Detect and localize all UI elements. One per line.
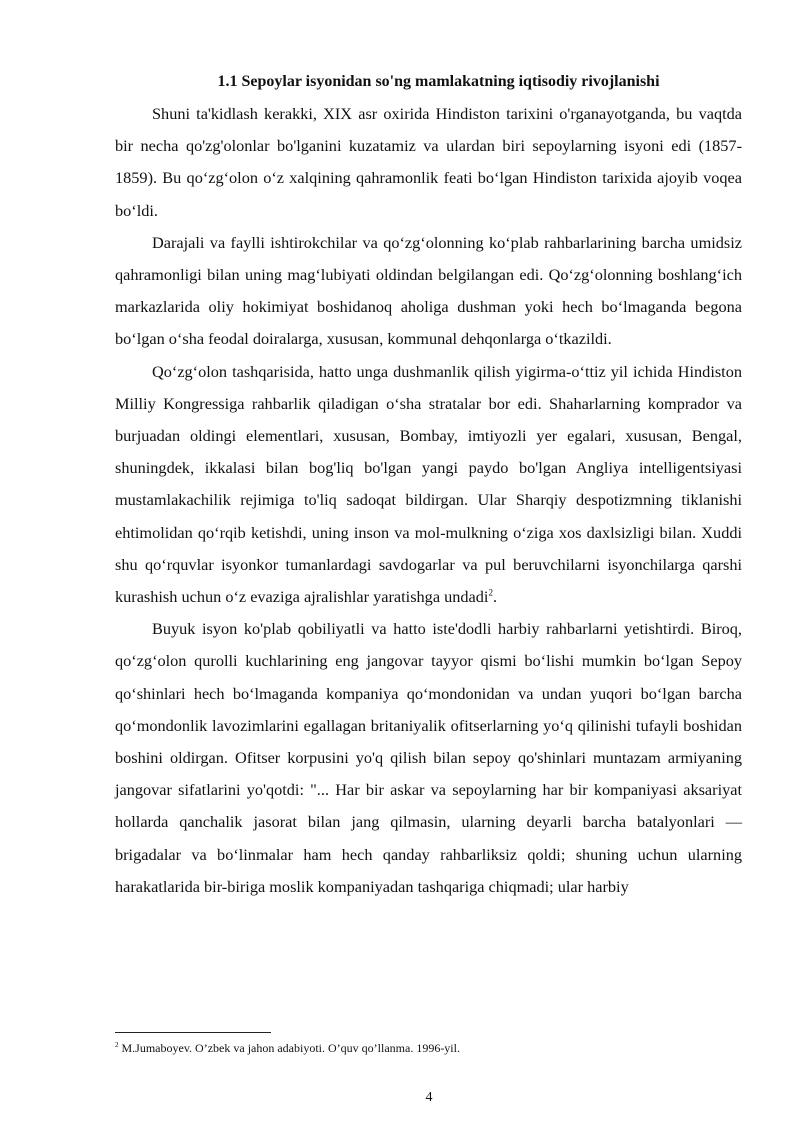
footnote-separator [115, 1032, 271, 1033]
footnote-reference[interactable]: 2 [488, 587, 493, 598]
paragraph-3: Qo‘zg‘olon tashqarisida, hatto unga dushmanlik qilish yigirma-o‘ttiz yil ichida Hindiston Milliy Kongressiga rahbarlik qiladigan o‘sha stratalar bor edi. Shaharlarning komprador va burjuadan oldingi elementlari, xususan, Bombay, imtiyozli yer egalari, xususan, Bengal, shuningdek, ikkalasi bilan bog'liq bo'lgan yangi paydo bo'lgan Angliya intelligentsiyasi mustamlakachilik rejimiga to'liq sadoqat bildirgan. Ular Sharqiy despotizmning tiklanishi ehtimolidan qo‘rqib ketishdi, uning inson va mol-mulkning o‘ziga xos daxlsizligi bilan. Xuddi shu qo‘rquvlar isyonkor tumanlardagi savdogarlar va pul beruvchilarni isyonchilarga qarshi kurashish uchun o‘z evaziga ajralishlar yaratishga undadi$^2$. [115, 361, 742, 607]
page-number: 4 [425, 1090, 433, 1105]
footnote-marker: 2 [115, 1041, 119, 1049]
footnote-text: M.Jumaboyev. O’zbek va jahon adabiyoti. O’quv qo’llanma. 1996-yil. [121, 1041, 460, 1055]
section-heading: 1.1 Sepoylar isyonidan so'ng mamlakatning iqtisodiy rivojlanishi [217, 73, 660, 90]
paragraph-3-text: Qo‘zg‘olon tashqarisida, hatto unga dushmanlik qilish yigirma-o‘ttiz yil ichida Hindiston Milliy Kongressiga rahbarlik qiladigan o‘sha stratalar bor edi. Shaharlarning komprador va burjuadan oldingi elementlari, xususan, Bombay, imtiyozli yer egalari, xususan, Bengal, shuningdek, ikkalasi bilan bog'liq bo'lgan yangi paydo bo'lgan Angliya intelligentsiyasi mustamlakachilik rejimiga to'liq sadoqat bildirgan. Ular Sharqiy despotizmning tiklanishi ehtimolidan qo‘rqib ketishdi, uning inson va mol-mulkning o‘ziga xos daxlsizligi bilan. Xuddi shu qo‘rquvlar isyonkor tumanlardagi savdogarlar va pul beruvchilarni isyonchilarga qarshi kurashish uchun o‘z evaziga ajralishlar yaratishga undadi [115, 361, 742, 607]
paragraph-1: Shuni ta'kidlash kerakki, XIX asr oxirida Hindiston tarixini o'rganayotganda, bu vaqtda bir necha qo'zg'olonlar bo'lganini kuzatamiz va ulardan biri sepoylarning isyoni edi (1857-1859). Bu qo‘zg‘olon o‘z xalqining qahramonlik feati bo‘lgan Hindiston tarixida ajoyib voqea bo‘ldi. [115, 104, 742, 220]
document-body [115, 66, 742, 903]
footnote [115, 1041, 742, 1056]
paragraph-2: Darajali va faylli ishtirokchilar va qo‘zg‘olonning ko‘plab rahbarlarining barcha umidsiz qahramonligi bilan uning mag‘lubiyati oldindan belgilangan edi. Qo‘zg‘olonning boshlang‘ich markazlarida oliy hokimiyat boshidanoq aholiga dushman yoki hech bo‘lmaganda begona bo‘lgan o‘sha feodal doiralarga, xususan, kommunal dehqonlarga o‘tkazildi. [115, 232, 742, 349]
paragraph-4: Buyuk isyon ko'plab qobiliyatli va hatto iste'dodli harbiy rahbarlarni yetishtirdi. Biroq, qo‘zg‘olon qurolli kuchlarining eng jangovar tayyor qismi bo‘lishi mumkin bo‘lgan Sepoy qo‘shinlari hech bo‘lmaganda kompaniya qo‘mondonidan va undan yuqori bo‘lgan barcha qo‘mondonlik lavozimlarini egallagan britaniyalik ofitserlarning yo‘q qilinishi tufayli boshidan boshini oldirgan. Ofitser korpusini yo'q qilish bilan sepoy qo'shinlari muntazam armiyaning jangovar sifatlarini yo'qotdi: "... Har bir askar va sepoylarning har bir kompaniyasi aksariyat hollarda qanchalik jasorat bilan jang qilmasin, ularning deyarli barcha batalyonlari — brigadalar va bo‘linmalar ham hech qanday rahbarliksiz qoldi; shuning uchun ularning harakatlarida bir-biriga moslik kompaniyadan tashqariga chiqmadi; ular harbiy [115, 619, 742, 896]
